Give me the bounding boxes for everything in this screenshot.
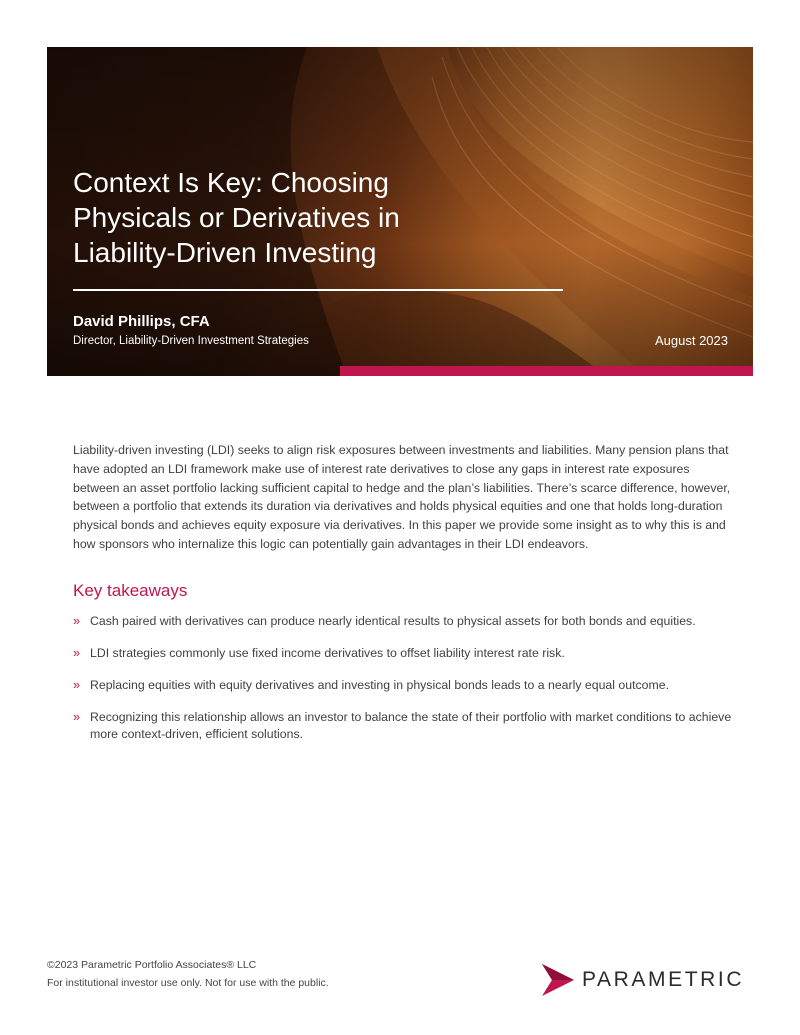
title-divider [73, 289, 563, 291]
chevron-right-icon: » [73, 614, 80, 628]
key-takeaways-heading: Key takeaways [73, 581, 188, 600]
cover-hero [47, 47, 753, 376]
list-item-text: Cash paired with derivatives can produce nearly identical results to physical assets for both bonds and equities. [90, 614, 696, 628]
logo-wordmark: PARAMETRIC [582, 968, 745, 991]
footer-disclaimer: For institutional investor use only. Not for use with the public. [47, 977, 329, 989]
accent-bar [340, 366, 753, 376]
chevron-right-icon: » [73, 710, 80, 724]
publication-date: August 2023 [654, 333, 728, 348]
list-item [73, 709, 740, 743]
footer-copyright: ©2023 Parametric Portfolio Associates® LLC [47, 959, 257, 971]
list-item [73, 613, 696, 630]
chevron-right-icon: » [73, 646, 80, 660]
list-item-text: LDI strategies commonly use fixed income derivatives to offset liability interest rate risk. [90, 646, 565, 660]
author-role: Director, Liability-Driven Investment Strategies [73, 335, 309, 347]
parametric-logo [540, 962, 755, 998]
logo-mark-icon [540, 962, 576, 998]
author-name: David Phillips, CFA [73, 313, 210, 330]
list-item [73, 677, 669, 694]
list-item [73, 645, 565, 662]
chevron-right-icon: » [73, 678, 80, 692]
document-title: Context Is Key: Choosing Physicals or Derivatives in Liability-Driven Investing [73, 167, 400, 268]
intro-paragraph: Liability-driven investing (LDI) seeks to align risk exposures between investments and liabilities. Many pension plans that have adopted an LDI framework make use of interest rate derivatives to close any gaps in interest rate exposures between an asset portfolio lacking sufficient capital to hedge and the plan’s liabilities. There’s scarce difference, however, between a portfolio that extends its duration via derivatives and holds physical equities and one that holds long-duration physical bonds and achieves equity exposure via derivatives. In this paper we provide some insight as to why this is and how sponsors who internalize this logic can potentially gain advantages in their LDI endeavors. [73, 443, 731, 551]
list-item-text: Replacing equities with equity derivatives and investing in physical bonds leads to a nearly equal outcome. [90, 678, 669, 692]
list-item-text: Recognizing this relationship allows an investor to balance the state of their portfolio with market conditions to achieve more context-driven, efficient solutions. [90, 710, 732, 741]
